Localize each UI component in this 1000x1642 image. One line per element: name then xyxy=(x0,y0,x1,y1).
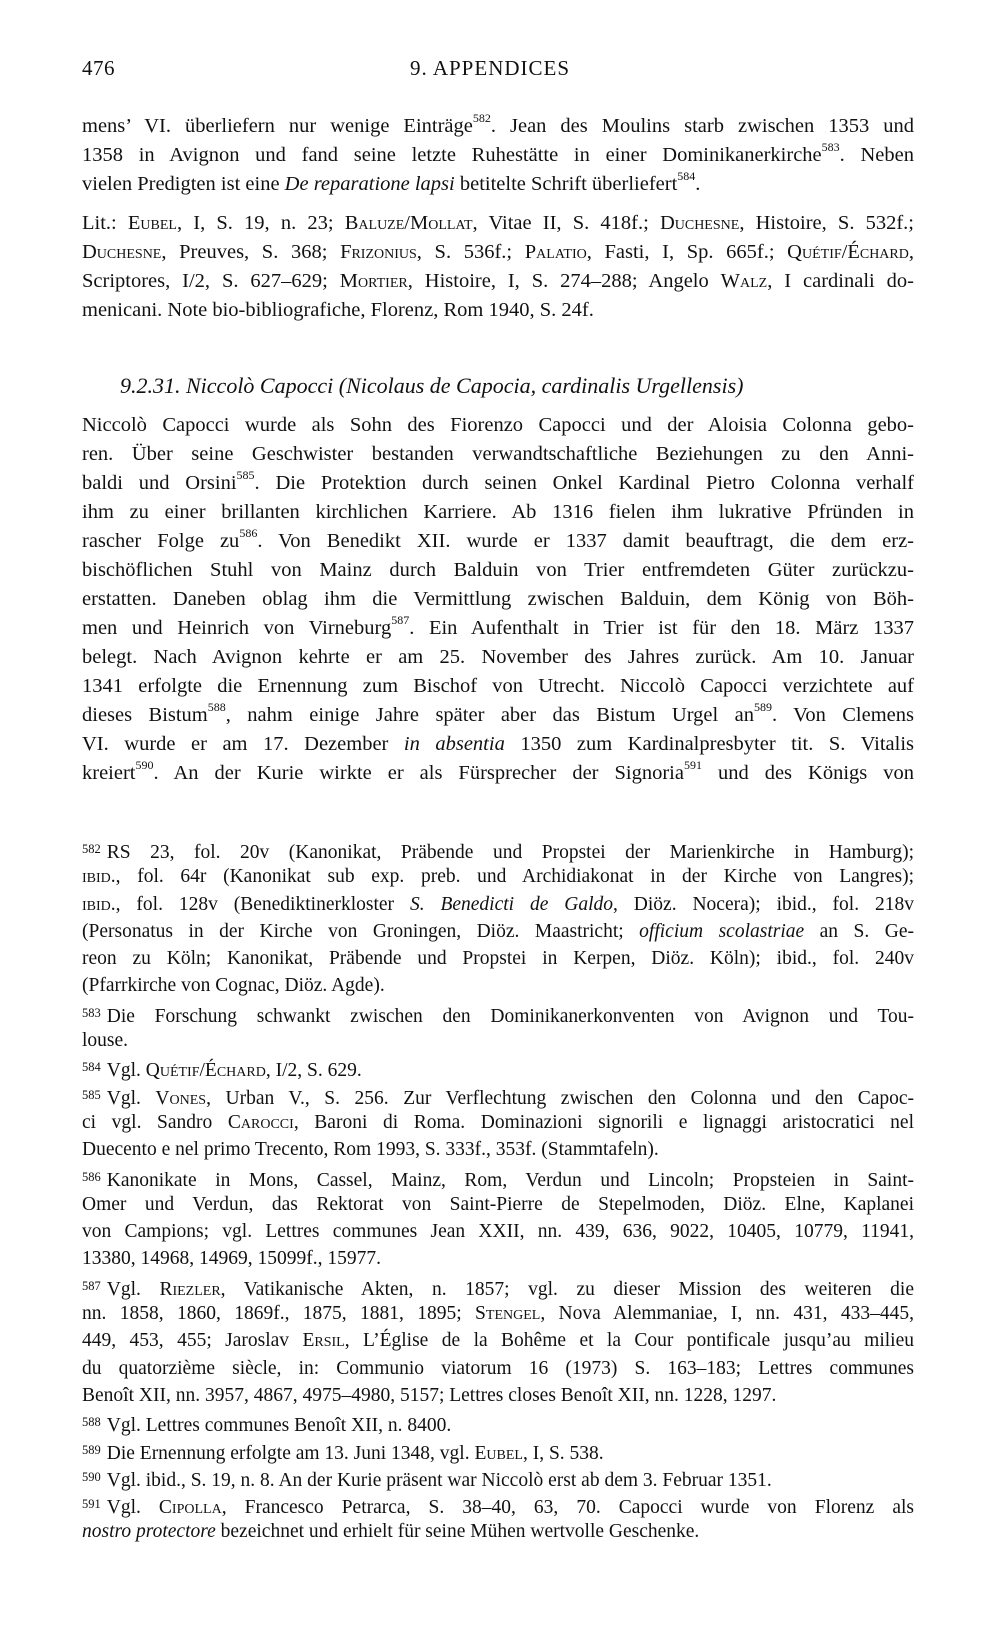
footnote-number: 586 xyxy=(82,1169,101,1184)
footnote-ref[interactable]: 586 xyxy=(239,526,258,541)
text-line: erstatten. Daneben oblag ihm die Vermittlung zwischen Balduin, dem König von Böh- xyxy=(82,588,914,610)
footnote-number: 590 xyxy=(82,1469,101,1484)
footnote-number: 589 xyxy=(82,1442,101,1457)
text-line: ihm zu einer brillanten kirchlichen Karriere. Ab 1316 fielen ihm lukrative Pfründen in xyxy=(82,501,914,523)
text-line: ren. Über seine Geschwister bestanden verwandtschaftliche Beziehungen zu den Anni- xyxy=(82,443,914,465)
text-line: vielen Predigten ist eine De reparatione lapsi betitelte Schrift überliefert$^{584}$. xyxy=(82,169,701,195)
footnote-585: $^{585}$ Vgl. Vones, Urban V., S. 256. Zur Verflechtung zwischen den Colonna und den Capoc- xyxy=(82,1087,915,1109)
text-line: Lit.: Eubel, I, S. 19, n. 23; Baluze/Mollat, Vitae II, S. 418f.; Duchesne, Histoire, S. 532f.; xyxy=(82,212,915,234)
footnote-583: $^{583}$ Die Forschung schwankt zwischen den Dominikanerkonventen von Avignon und Tou- xyxy=(82,1005,914,1027)
footnote-line: du quatorzième siècle, in: Communio viatorum 16 (1973) S. 163–183; Lettres communes xyxy=(82,1357,914,1379)
footnote-line: nn. 1858, 1860, 1869f., 1875, 1881, 1895; Stengel, Nova Alemmaniae, I, nn. 431, 433–445, xyxy=(82,1303,914,1325)
footnote-591: $^{591}$ Vgl. Cipolla, Francesco Petrarca, S. 38–40, 63, 70. Capocci wurde von Florenz als xyxy=(82,1497,914,1519)
footnote-line: 13380, 14968, 14969, 15099f., 15977. xyxy=(82,1248,381,1270)
footnote-588: $^{588}$ Vgl. Lettres communes Benoît XII, n. 8400. xyxy=(82,1415,452,1437)
page-header xyxy=(82,56,912,86)
footnote-number: 585 xyxy=(82,1087,101,1102)
footnote-582: $^{582}$ RS 23, fol. 20v (Kanonikat, Präbende und Propstei der Marienkirche in Hamburg); xyxy=(82,842,914,863)
text-line: Duchesne, Preuves, S. 368; Frizonius, S. 536f.; Palatio, Fasti, I, Sp. 665f.; Quétif/Échard, xyxy=(82,241,914,263)
footnote-number: 584 xyxy=(82,1060,101,1075)
text-line: VI. wurde er am 17. Dezember in absentia 1350 zum Kardinalpresbyter tit. S. Vitalis xyxy=(82,733,914,755)
footnote-number: 591 xyxy=(82,1497,101,1512)
footnote-ref[interactable]: 590 xyxy=(135,758,154,773)
footnote-line: Duecento e nel primo Trecento, Rom 1993, S. 333f., 353f. (Stammtafeln). xyxy=(82,1139,659,1161)
footnote-number: 587 xyxy=(82,1278,101,1293)
footnote-ref[interactable]: 589 xyxy=(754,700,772,715)
footnote-line: reon zu Köln; Kanonikat, Präbende und Propstei in Kerpen, Diöz. Köln); ibid., fol. 240v xyxy=(82,948,914,970)
footnote-ref[interactable]: 585 xyxy=(236,468,255,483)
literature-block xyxy=(82,209,914,325)
footnote-line: (Pfarrkirche von Cognac, Diöz. Agde). xyxy=(82,975,385,997)
text-line: dieses Bistum$^{588}$, nahm einige Jahre später aber das Bistum Urgel $an^{589}$. Von Clemens xyxy=(82,700,914,726)
footnote-number: 583 xyxy=(82,1005,101,1020)
footnote-line: ci vgl. Sandro Carocci, Baroni di Roma. Dominazioni signorili e lignaggi aristocratici nel xyxy=(82,1111,914,1133)
footnote-line: louse. xyxy=(82,1030,129,1052)
footnote-line: ibid., fol. 64r (Kanonikat sub exp. preb. und Archidiakonat in der Kirche von Langres); xyxy=(82,866,914,888)
text-line: menicani. Note bio-bibliografiche, Florenz, Rom 1940, S. 24f. xyxy=(82,299,594,321)
text-line: kreiert$^{590}$. An der Kurie wirkte er als Fürsprecher der Signoria$^{591}$ und des Königs von xyxy=(82,758,914,784)
page-number: 476 xyxy=(82,56,115,80)
text-line: Scriptores, I/2, S. 627–629; Mortier, Histoire, I, S. 274–288; Angelo Walz, I cardinali do- xyxy=(82,270,914,292)
footnote-number: 582 xyxy=(82,842,101,856)
text-line: men und Heinrich von Virneburg$^{587}$. Ein Aufenthalt in Trier ist für den 18. März 1337 xyxy=(82,613,915,639)
footnote-590: $^{590}$ Vgl. ibid., S. 19, n. 8. An der Kurie präsent war Niccolò erst ab dem 3. Februar 1351. xyxy=(82,1469,772,1491)
text-line: baldi und Orsini$^{585}$. Die Protektion durch seinen Onkel Kardinal Pietro Colonna verhalf xyxy=(82,468,914,494)
footnote-ref[interactable]: 588 xyxy=(207,700,226,715)
footnote-line: Omer und Verdun, das Rektorat von Saint-Pierre de Stepelmoden, Diöz. Elne, Kaplanei xyxy=(82,1193,914,1215)
footnote-589: $^{589}$ Die Ernennung erfolgte am 13. Juni 1348, vgl. Eubel, I, S. 538. xyxy=(82,1442,604,1464)
footnote-ref[interactable]: 591 xyxy=(683,758,702,773)
footnote-line: nostro protectore bezeichnet und erhielt für seine Mühen wertvolle Geschenke. xyxy=(82,1521,700,1543)
section-title: 9.2.31. Niccolò Capocci (Nicolaus de Capocia, cardinalis Urgellensis) xyxy=(120,373,744,398)
footnote-586: $^{586}$ Kanonikate in Mons, Cassel, Mainz, Rom, Verdun und Lincoln; Propsteien in Saint- xyxy=(82,1169,914,1191)
footnote-ref[interactable]: 587 xyxy=(391,613,410,628)
main-paragraph xyxy=(82,411,914,788)
footnote-line: Benoît XII, nn. 3957, 4867, 4975–4980, 5157; Lettres closes Benoît XII, nn. 1228, 1297. xyxy=(82,1384,777,1406)
text-line: bischöflichen Stuhl von Mainz durch Balduin von Trier entfremdeten Güter zurückzu- xyxy=(82,559,914,581)
text-line: mens’ VI. überliefern nur wenige Einträge$^{582}$. Jean des Moulins starb zwischen 1353 und xyxy=(82,111,914,137)
footnote-587: $^{587}$ Vgl. Riezler, Vatikanische Akten, n. 1857; vgl. zu dieser Mission des weiteren die xyxy=(82,1278,914,1300)
footnote-ref[interactable]: 584 xyxy=(677,169,696,184)
footnote-ref[interactable]: 582 xyxy=(472,111,491,126)
footnote-line: ibid., fol. 128v (Benediktinerkloster S. Benedicti de Galdo, Diöz. Nocera); ibid., fol. 218v xyxy=(82,893,914,915)
footnotes xyxy=(82,836,914,1546)
text-line: rascher Folge $zu^{586}$. Von Benedikt XII. wurde er 1337 damit beauftragt, die dem erz- xyxy=(82,526,914,552)
running-head: 9. APPENDICES xyxy=(410,56,571,80)
text-line: 1341 erfolgte die Ernennung zum Bischof von Utrecht. Niccolò Capocci verzichtete auf xyxy=(82,675,914,697)
footnote-line: 449, 453, 455; Jaroslav Ersil, L’Église de la Bohême et la Cour pontificale jusqu’au milieu xyxy=(82,1330,914,1352)
intro-paragraph xyxy=(82,112,914,199)
text-line: 1358 in Avignon und fand seine letzte Ruhestätte in einer Dominikanerkirche$^{583}$. Neben xyxy=(82,140,914,166)
footnote-line: (Personatus in der Kirche von Groningen, Diöz. Maastricht; officium scolastriae an S. Ge- xyxy=(82,920,914,942)
footnote-number: 588 xyxy=(82,1415,101,1430)
work-title: De reparatione lapsi xyxy=(284,173,455,195)
text-line: Niccolò Capocci wurde als Sohn des Fiorenzo Capocci und der Aloisia Colonna gebo- xyxy=(82,414,914,436)
text-line: belegt. Nach Avignon kehrte er am 25. November des Jahres zurück. Am 10. Januar xyxy=(82,646,914,668)
footnote-584: $^{584}$ Vgl. Quétif/Échard, I/2, S. 629. xyxy=(82,1060,362,1082)
footnote-ref[interactable]: 583 xyxy=(821,140,840,155)
footnote-line: von Campions; vgl. Lettres communes Jean XXII, nn. 439, 636, 9022, 10405, 10779, 11941, xyxy=(82,1221,914,1243)
